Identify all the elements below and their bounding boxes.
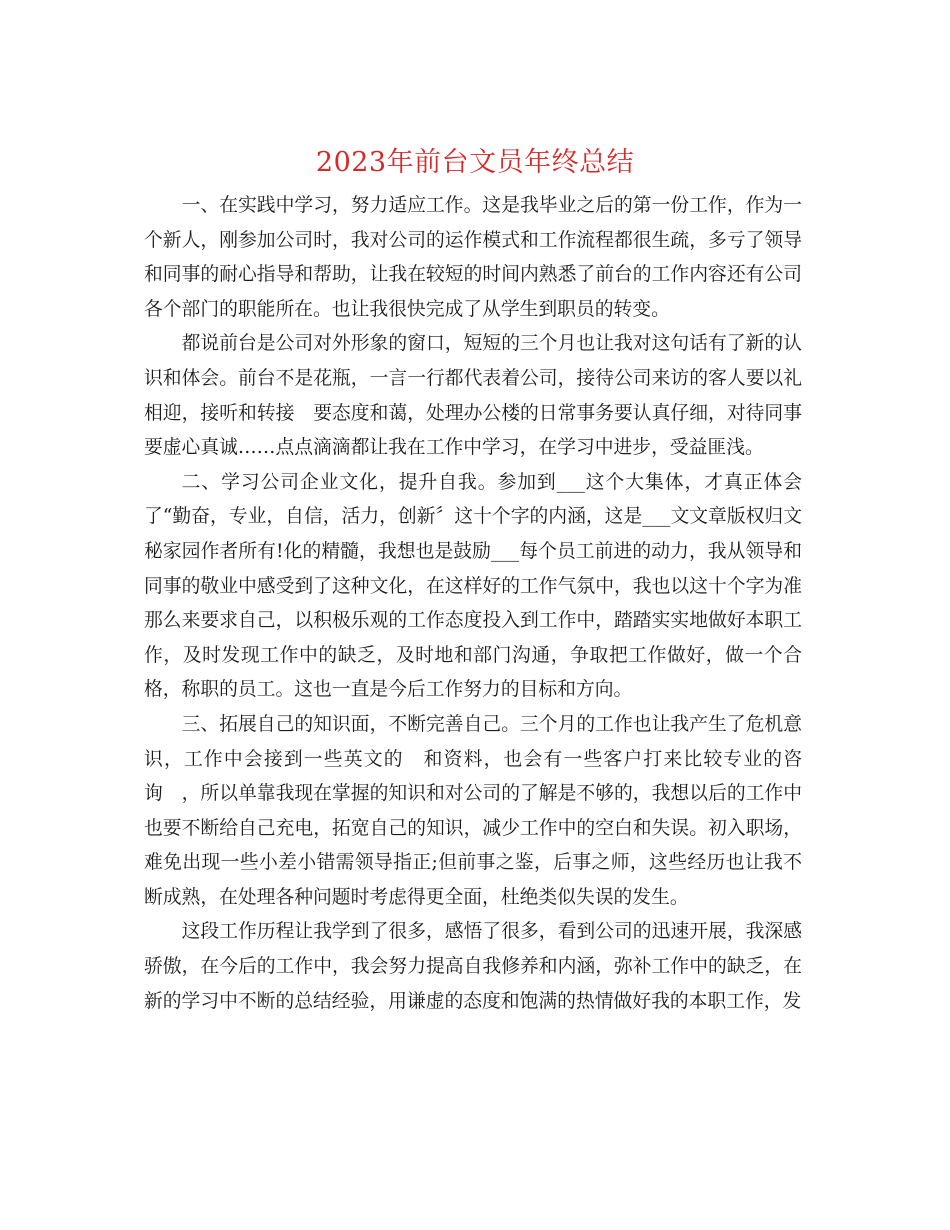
document-title: 2023年前台文员年终总结	[315, 147, 635, 178]
paragraph-3: 二、学习公司企业文化，提升自我。参加到___这个大集体，才真正体会了“勤奋，专业，自信，活力，创新〞这十个字的内涵，这是___文文章版权归文秘家园作者所有!化的精髓，我想也是鼓励___每个员工前进的动力，我从领导和同事的敬业中感受到了这种文化，在这样好的工作气氛中，我也以这十个字为准那么来要求自己，以积极乐观的工作态度投入到工作中，踏踏实实地做好本职工作，及时发现工作中的缺乏，及时地和部门沟通，争取把工作做好，做一个合格，称职的员工。这也一直是今后工作努力的目标和方向。	[144, 471, 802, 701]
paragraph-5: 这段工作历程让我学到了很多，感悟了很多，看到公司的迅速开展，我深感骄傲，在今后的工作中，我会努力提高自我修养和内涵，弥补工作中的缺乏，在新的学习中不断的总结经验，用谦虚的态度和饱满的热情做好我的本职工作，发	[144, 921, 802, 1012]
paragraph-1: 一、在实践中学习，努力适应工作。这是我毕业之后的第一份工作，作为一个新人，刚参加公司时，我对公司的运作模式和工作流程都很生疏，多亏了领导和同事的耐心指导和帮助，让我在较短的时间内熟悉了前台的工作内容还有公司各个部门的职能所在。也让我很快完成了从学生到职员的转变。	[144, 195, 802, 320]
paragraph-2: 都说前台是公司对外形象的窗口，短短的三个月也让我对这句话有了新的认识和体会。前台不是花瓶，一言一行都代表着公司，接待公司来访的客人要以礼相迎，接听和转接 要态度和蔼，处理办公楼的日常事务要认真仔细，对待同事要虚心真诚……点点滴滴都让我在工作中学习，在学习中进步，受益匪浅。	[144, 333, 802, 459]
document-body	[144, 189, 802, 1019]
paragraph-4: 三、拓展自己的知识面，不断完善自己。三个月的工作也让我产生了危机意识，工作中会接到一些英文的 和资料，也会有一些客户打来比较专业的咨询 ，所以单靠我现在掌握的知识和对公司的了解是不够的，我想以后的工作中也要不断给自己充电，拓宽自己的知识，减少工作中的空白和失误。初入职场，难免出现一些小差小错需领导指正;但前事之鉴，后事之师，这些经历也让我不断成熟，在处理各种问题时考虑得更全面，杜绝类似失误的发生。	[144, 713, 802, 908]
